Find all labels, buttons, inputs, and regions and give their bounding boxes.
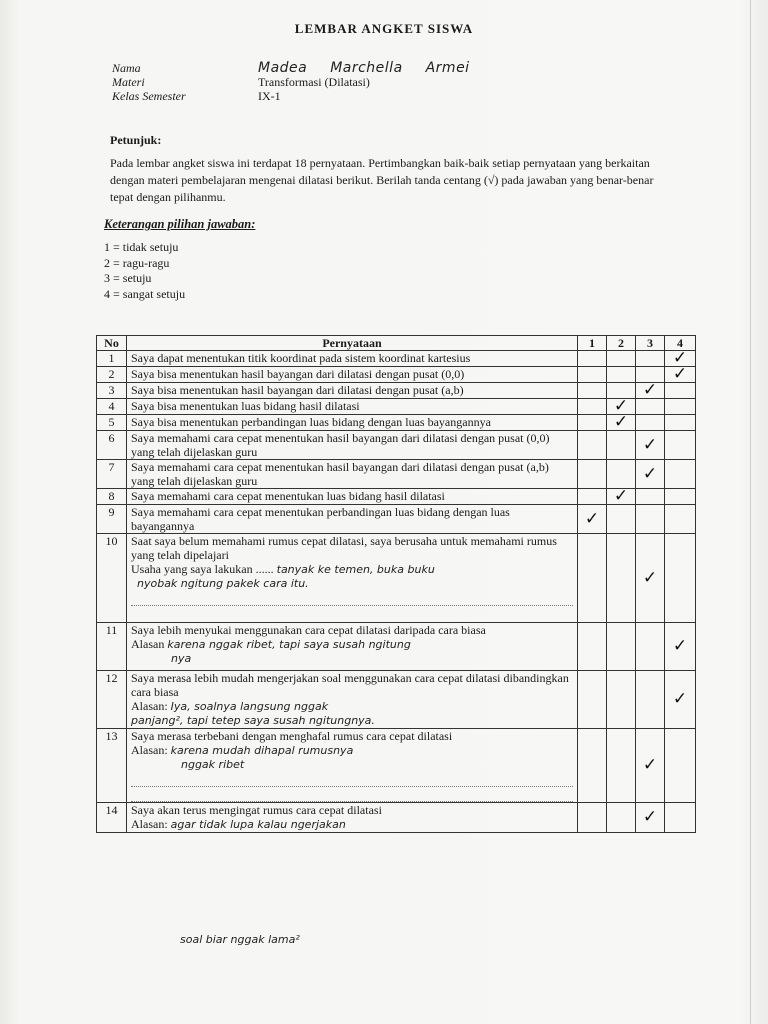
name-value: Madea Marchella Armei [258, 60, 470, 76]
questionnaire-table [96, 335, 696, 833]
kelas-value: IX-1 [258, 89, 281, 103]
reason-prompt: Alasan: [131, 817, 168, 831]
statement-text: Saya dapat menentukan titik koordinat pada sistem koordinat kartesius [127, 351, 578, 367]
table-row [97, 729, 696, 803]
handwritten-answer: panjang², tapi tetep saya susah ngitungnya. [131, 714, 375, 727]
choice-cell-2[interactable] [607, 351, 636, 367]
choice-cell-3[interactable] [636, 803, 665, 833]
statement-cell [127, 671, 578, 729]
table-row [97, 534, 696, 623]
checkmark-icon: ✓ [642, 434, 658, 455]
choice-cell-1[interactable] [578, 505, 607, 534]
row-number: 14 [97, 803, 127, 833]
materi-value: Transformasi (Dilatasi) [258, 75, 370, 89]
choice-cell-3[interactable] [636, 460, 665, 489]
choice-cell-4[interactable] [665, 803, 696, 833]
choice-cell-4[interactable] [665, 489, 696, 505]
handwritten-answer: nggak ribet [181, 758, 245, 771]
choice-cell-1[interactable] [578, 399, 607, 415]
table-row [97, 671, 696, 729]
table-row [97, 623, 696, 671]
choice-cell-3[interactable] [636, 489, 665, 505]
choice-cell-2[interactable] [607, 534, 636, 623]
checkmark-icon: ✓ [613, 412, 629, 432]
table-header-row [97, 336, 696, 351]
choice-cell-2[interactable] [607, 623, 636, 671]
page-edge [750, 0, 751, 1024]
choice-cell-1[interactable] [578, 383, 607, 399]
row-number: 11 [97, 623, 127, 671]
handwritten-answer: karena nggak ribet, tapi saya susah ngitung [167, 638, 411, 651]
name-row [112, 62, 470, 76]
table-row [97, 399, 696, 415]
header-no: No [97, 336, 127, 351]
choice-cell-1[interactable] [578, 415, 607, 431]
header-pernyataan: Pernyataan [127, 336, 578, 351]
choice-cell-3[interactable] [636, 623, 665, 671]
table-row [97, 489, 696, 505]
checkmark-icon: ✓ [642, 755, 658, 775]
choice-cell-1[interactable] [578, 367, 607, 383]
choice-cell-4[interactable] [665, 505, 696, 534]
table-row [97, 431, 696, 460]
choice-cell-1[interactable] [578, 431, 607, 460]
choice-cell-2[interactable] [607, 412, 636, 432]
choice-cell-4[interactable] [665, 364, 696, 384]
choice-cell-4[interactable] [665, 534, 696, 623]
statement-text: Saya memahami cara cepat menentukan luas bidang hasil dilatasi [127, 489, 578, 505]
handwritten-answer-overflow: soal biar nggak lama² [180, 933, 300, 946]
answer-line [131, 591, 573, 606]
row-number: 12 [97, 671, 127, 729]
materi-label: Materi [112, 75, 145, 89]
row-number: 10 [97, 534, 127, 623]
keterangan-item: 1 = tidak setuju [104, 240, 179, 254]
name-label: Nama [112, 61, 141, 75]
handwritten-answer: agar tidak lupa kalau ngerjakan [170, 818, 346, 831]
table-row [97, 505, 696, 534]
keterangan-list [104, 240, 185, 302]
keterangan-item: 4 = sangat setuju [104, 286, 186, 301]
choice-cell-1[interactable] [578, 729, 607, 803]
choice-cell-4[interactable] [665, 399, 696, 415]
choice-cell-3[interactable] [636, 671, 665, 729]
choice-cell-3[interactable] [636, 380, 665, 400]
choice-cell-3[interactable] [636, 399, 665, 415]
keterangan-heading: Keterangan pilihan jawaban: [104, 217, 256, 231]
choice-cell-2[interactable] [607, 671, 636, 729]
statement-text: Saya bisa menentukan perbandingan luas bidang dengan luas bayangannya [127, 415, 578, 431]
row-number: 2 [97, 367, 127, 383]
statement-text: Saya merasa terbebani dengan menghafal rumus cara cepat dilatasi [131, 729, 453, 743]
choice-cell-2[interactable] [607, 460, 636, 489]
statement-text: Saya bisa menentukan hasil bayangan dari dilatasi dengan pusat (a,b) [127, 383, 578, 399]
row-number: 4 [97, 399, 127, 415]
choice-cell-4[interactable] [665, 415, 696, 431]
choice-cell-2[interactable] [607, 486, 636, 506]
statement-text: Saya memahami cara cepat menentukan hasil bayangan dari dilatasi dengan pusat (0,0) yang telah dijelaskan guru [127, 431, 578, 460]
table-row [97, 367, 696, 383]
table-row [97, 351, 696, 367]
choice-cell-2[interactable] [607, 729, 636, 803]
choice-cell-4[interactable] [665, 460, 696, 489]
petunjuk-heading: Petunjuk: [110, 133, 162, 147]
materi-row [112, 76, 470, 90]
row-number: 5 [97, 415, 127, 431]
choice-cell-4[interactable] [665, 431, 696, 460]
choice-cell-1[interactable] [578, 534, 607, 623]
choice-cell-1[interactable] [578, 803, 607, 833]
checkmark-icon: ✓ [672, 636, 688, 656]
page-title: LEMBAR ANGKET SISWA [294, 21, 474, 36]
choice-cell-4[interactable] [665, 729, 696, 803]
choice-cell-4[interactable] [665, 383, 696, 399]
row-number: 9 [97, 505, 127, 534]
handwritten-answer: Iya, soalnya langsung nggak [170, 700, 329, 713]
choice-cell-3[interactable] [636, 351, 665, 367]
student-info [112, 62, 470, 104]
statement-text: Saya memahami cara cepat menentukan hasil bayangan dari dilatasi dengan pusat (a,b) yang telah dijelaskan guru [127, 460, 578, 489]
reason-prompt: Alasan: [131, 699, 168, 713]
checkmark-icon: ✓ [584, 508, 600, 529]
table-row [97, 803, 696, 833]
handwritten-answer: nya [171, 652, 192, 665]
choice-cell-1[interactable] [578, 623, 607, 671]
row-number: 3 [97, 383, 127, 399]
header-choice-2: 2 [607, 336, 636, 351]
row-number: 8 [97, 489, 127, 505]
reason-prompt: Alasan [131, 637, 165, 651]
table-row [97, 383, 696, 399]
choice-cell-3[interactable] [636, 415, 665, 431]
choice-cell-1[interactable] [578, 489, 607, 505]
statement-cell: Saat saya belum memahami rumus cepat dilatasi, saya berusaha untuk memahami rumus yang telah dipelajari Usaha yang saya lakukan ...... tanyak ke temen, buka buku nyobak ngitung pakek cara itu. [127, 534, 578, 623]
choice-cell-2[interactable] [607, 431, 636, 460]
choice-cell-3[interactable] [636, 505, 665, 534]
choice-cell-1[interactable] [578, 671, 607, 729]
table-row [97, 415, 696, 431]
handwritten-answer: nyobak ngitung pakek cara itu. [137, 577, 309, 590]
statement-text: Saat saya belum memahami rumus cepat dilatasi, saya berusaha untuk memahami rumus yang telah dipelajari [131, 534, 557, 562]
checkmark-icon: ✓ [672, 689, 688, 709]
kelas-label: Kelas Semester [112, 89, 186, 103]
checkmark-icon: ✓ [642, 807, 658, 827]
statement-cell [127, 623, 578, 671]
checkmark-icon: ✓ [642, 567, 658, 588]
choice-cell-4[interactable] [665, 671, 696, 729]
choice-cell-2[interactable] [607, 505, 636, 534]
statement-text: Saya merasa lebih mudah mengerjakan soal menggunakan cara cepat dilatasi dibandingkan cara biasa [131, 671, 569, 699]
choice-cell-1[interactable] [578, 351, 607, 367]
header-choice-1: 1 [578, 336, 607, 351]
checkmark-icon: ✓ [672, 364, 688, 384]
choice-cell-4[interactable] [665, 623, 696, 671]
petunjuk-text: Pada lembar angket siswa ini terdapat 18 pernyataan. Pertimbangkan baik-baik setiap pernyataan yang berkaitan dengan materi pembelajaran mengenai dilatasi berikut. Berilah tanda centang (√) pada jawaban yang benar-benar tepat dengan pilihanmu. [110, 156, 654, 204]
statement-text: Saya bisa menentukan luas bidang hasil dilatasi [127, 399, 578, 415]
choice-cell-3[interactable] [636, 431, 665, 460]
statement-text: Saya bisa menentukan hasil bayangan dari dilatasi dengan pusat (0,0) [127, 367, 578, 383]
checkmark-icon: ✓ [642, 463, 658, 484]
checkmark-icon: ✓ [672, 348, 688, 368]
answer-line [131, 772, 573, 787]
checkmark-icon: ✓ [613, 486, 629, 506]
statement-cell [127, 803, 578, 833]
effort-prompt: Usaha yang saya lakukan [131, 562, 253, 576]
handwritten-answer: tanyak ke temen, buka buku [276, 563, 435, 576]
checkmark-icon: ✓ [642, 380, 658, 400]
header-choice-3: 3 [636, 336, 665, 351]
choice-cell-2[interactable] [607, 803, 636, 833]
row-number: 6 [97, 431, 127, 460]
row-number: 1 [97, 351, 127, 367]
reason-prompt: Alasan: [131, 743, 168, 757]
statement-text: Saya akan terus mengingat rumus cara cepat dilatasi [131, 803, 382, 817]
choice-cell-1[interactable] [578, 460, 607, 489]
handwritten-answer: karena mudah dihapal rumusnya [170, 744, 354, 757]
table-row [97, 460, 696, 489]
answer-line [131, 787, 573, 802]
statement-text: Saya lebih menyukai menggunakan cara cepat dilatasi daripada cara biasa [131, 623, 486, 637]
choice-cell-2[interactable] [607, 367, 636, 383]
kelas-row [112, 90, 470, 104]
statement-text: Saya memahami cara cepat menentukan perbandingan luas bidang dengan luas bayangannya [127, 505, 578, 534]
statement-cell [127, 729, 578, 803]
header-choice-4: 4 [665, 336, 696, 351]
keterangan-item: 2 = ragu-ragu [104, 255, 170, 270]
row-number: 13 [97, 729, 127, 803]
keterangan-item: 3 = setuju [104, 271, 152, 285]
choice-cell-3[interactable] [636, 729, 665, 803]
checkmark-icon: ✓ [613, 396, 629, 416]
choice-cell-3[interactable] [636, 534, 665, 623]
row-number: 7 [97, 460, 127, 489]
